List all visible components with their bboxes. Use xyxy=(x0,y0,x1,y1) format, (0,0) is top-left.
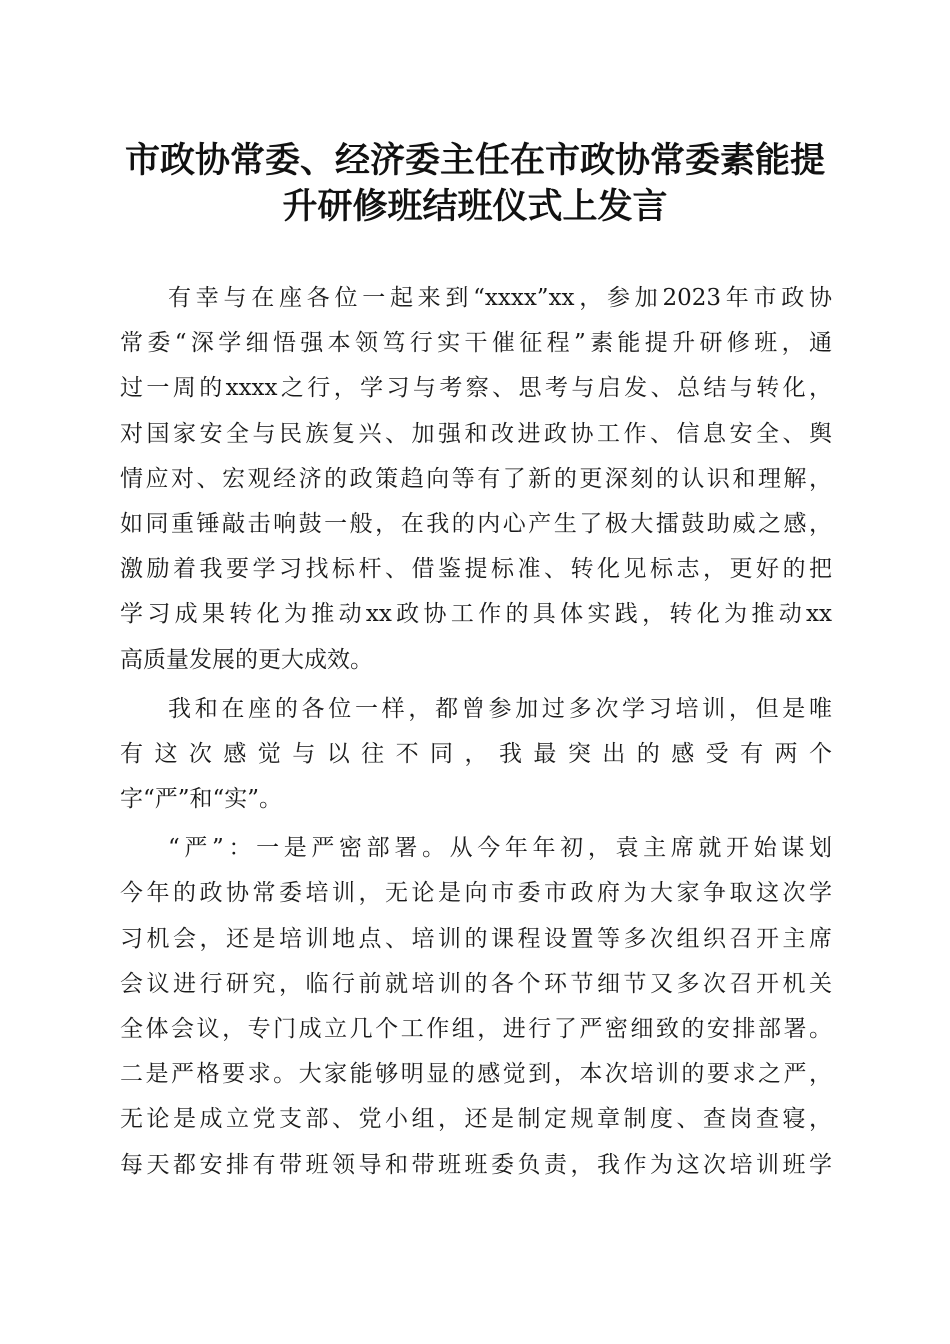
paragraph-1 xyxy=(120,276,832,683)
text-line: 激励着我要学习找标杆、借鉴提标准、转化见标志，更好的把 xyxy=(120,556,832,583)
title-line: 升研修班结班仪式上发言 xyxy=(282,186,668,227)
text-line: 对国家安全与民族复兴、加强和改进政协工作、信息安全、舆 xyxy=(120,420,832,447)
paragraph-3 xyxy=(120,826,832,1188)
text-line: 高质量发展的更大成效。 xyxy=(120,646,373,673)
text-line: 过一周的xxxx之行，学习与考察、思考与启发、总结与转化， xyxy=(120,375,832,402)
text-line: 无论是成立党支部、党小组，还是制定规章制度、查岗查寝， xyxy=(120,1106,832,1133)
text-line: 如同重锤敲击响鼓一般，在我的内心产生了极大擂鼓助威之感， xyxy=(120,510,832,537)
text-line: 会议进行研究，临行前就培训的各个环节细节又多次召开机关 xyxy=(120,970,832,997)
text-line: 常委“深学细悟强本领笃行实干催征程”素能提升研修班，通 xyxy=(120,330,832,357)
text-line: 有这次感觉与以往不同，我最突出的感受有两个 xyxy=(120,740,832,767)
text-line: “严”：一是严密部署。从今年年初，袁主席就开始谋划 xyxy=(168,835,832,862)
text-line: 习机会，还是培训地点、培训的课程设置等多次组织召开主席 xyxy=(120,925,832,952)
title-line: 市政协常委、经济委主任在市政协常委素能提 xyxy=(124,140,825,181)
text-line: 字“严”和“实”。 xyxy=(120,786,283,813)
text-line: 今年的政协常委培训，无论是向市委市政府为大家争取这次学 xyxy=(120,880,832,907)
paragraph-2 xyxy=(120,687,832,823)
text-line: 全体会议，专门成立几个工作组，进行了严密细致的安排部署。 xyxy=(120,1016,832,1042)
text-line: 有幸与在座各位一起来到“xxxx”xx，参加2023年市政协 xyxy=(168,285,832,311)
text-line: 每天都安排有带班领导和带班班委负责，我作为这次培训班学 xyxy=(120,1151,832,1178)
text-line: 情应对、宏观经济的政策趋向等有了新的更深刻的认识和理解， xyxy=(120,465,832,492)
text-line: 我和在座的各位一样，都曾参加过多次学习培训，但是唯 xyxy=(168,695,832,722)
text-line: 二是严格要求。大家能够明显的感觉到，本次培训的要求之严， xyxy=(120,1061,832,1088)
document-title xyxy=(100,138,850,230)
document-body xyxy=(120,276,832,1188)
text-line: 学习成果转化为推动xx政协工作的具体实践，转化为推动xx xyxy=(120,601,832,628)
